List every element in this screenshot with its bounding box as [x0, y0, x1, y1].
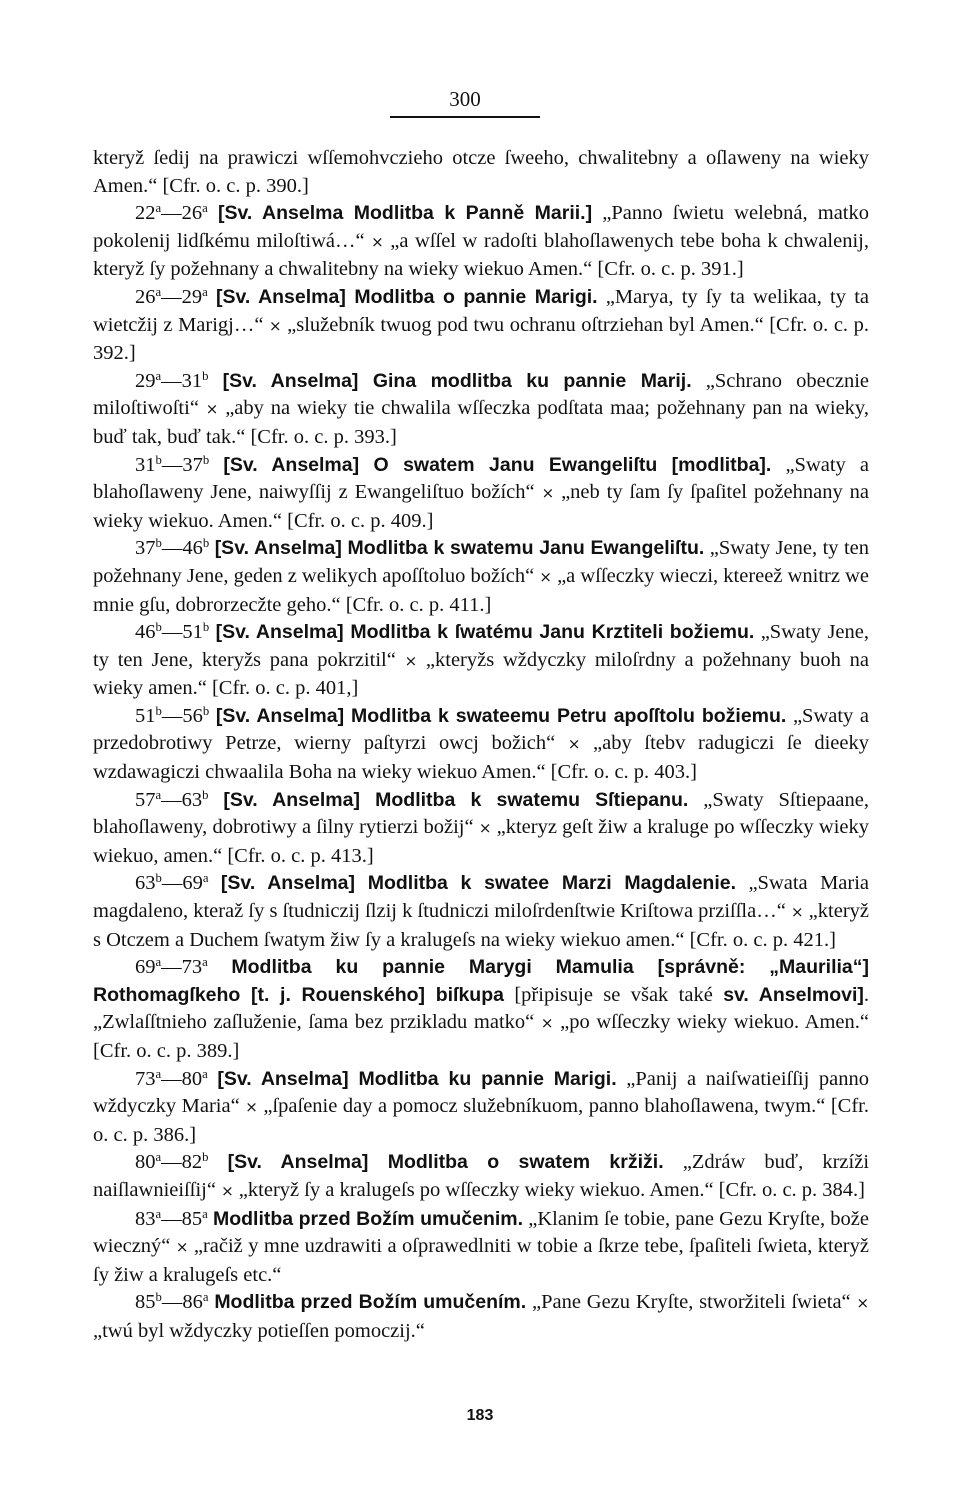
entry-title: [Sv. Anselma] Modlitba k swatemu Sſtiepanu. [223, 788, 689, 811]
catalog-entry [93, 1066, 869, 1150]
entry-text: „Klanim ſe tobie, pane Gezu Kryſte, bože wieczný“ × „račiž y mne uzdrawiti a oſprawedlniti w tobie a ſkrze tebe, ſpaſiteli ſwieta, kteryž ſy žiw a kralugeſs etc.“ [93, 1207, 870, 1286]
catalog-entry [93, 535, 869, 619]
entry-title: [Sv. Anselma] O swatem Janu Ewangeliſtu [modlitba]. [223, 453, 772, 476]
catalog-entry [93, 703, 869, 787]
folio-range: 73$^a$—80$^a$ [135, 1066, 208, 1090]
entry-title: [Sv. Anselma] Modlitba k swateemu Petru apoſſtolu božiemu. [215, 704, 787, 727]
page-number: 300 [449, 87, 481, 111]
signature-number: 183 [466, 1407, 494, 1424]
catalog-entry [93, 787, 869, 871]
entry-title: Modlitba przed Božím umučením. [214, 1291, 527, 1314]
catalog-entry [93, 1149, 869, 1205]
entry-title: [Sv. Anselma Modlitba k Panně Marii.] [217, 202, 593, 225]
header-rule [390, 116, 540, 118]
entry-title: Modlitba ku pannie Marygi Mamulia [správně: „Maurilia“] Rothomagſkeho [t. j. Rouenského] biſkupa [93, 956, 869, 1006]
catalog-entry [93, 368, 869, 452]
folio-range: 29$^a$—31$^b$ [135, 368, 209, 392]
folio-range: 63$^b$—69$^a$ [135, 871, 209, 895]
entry-title: [Sv. Anselma] Modlitba o swatem kržiži. [227, 1151, 664, 1174]
catalog-entry [93, 870, 869, 954]
catalog-entry [93, 200, 869, 284]
entry-text: kteryž ſedij na prawiczi wſſemohvczieho otcze ſweeho, chwalitebny a oſlaweny na wieky Amen.“ [Cfr. o. c. p. 390.] [93, 147, 869, 197]
entry-title: [Sv. Anselma] Modlitba o pannie Marigi. [215, 285, 598, 308]
catalog-entry [93, 954, 869, 1065]
folio-range: 26$^a$—29$^a$ [135, 284, 208, 308]
entry-text: „Pane Gezu Kryſte, stworžiteli ſwieta“ × „twú byl wždyczky potieſſen pomoczij.“ [93, 1291, 870, 1342]
entry-title: [Sv. Anselma] Modlitba k swatemu Janu Ewangeliſtu. [214, 537, 705, 560]
entry-title: [Sv. Anselma] Modlitba ku pannie Marigi. [217, 1067, 617, 1090]
folio-range: 22$^a$—26$^a$ [135, 201, 208, 225]
entry-text: „Marya, ty ſy ta welikaa, ty ta wietcžij z Marigj…“ × „služebník twuog pod twu ochranu oſtrziehan byl Amen.“ [Cfr. o. c. p. 392.] [93, 285, 869, 365]
entry-text: „Zdráw buď, krzíži naiſlawnieiſſij“ × „kteryž ſy a kralugeſs po wſſeczky wieky wiekuo. Amen.“ [Cfr. o. c. p. 384.] [93, 1151, 870, 1201]
entry-title: [Sv. Anselma] Modlitba k swatee Marzi Magdalenie. [220, 872, 737, 895]
catalog-entry [93, 619, 869, 703]
folio-range: 69$^a$—73$^a$ [135, 955, 208, 979]
entry-text: „Swaty Jene, ty ten Jene, kteryžs pana pokrzitil“ × „kteryžs wždyczky miloſrdny a požehnany buoh na wieky amen.“ [Cfr. o. c. p. 401,] [93, 621, 869, 700]
entry-text: „Swaty a blahoſlaweny Jene, naiwyſſij z Ewangeliſtuo božích“ × „neb ty ſam ſy ſpaſitel požehnany na wieky wiekuo. Amen.“ [Cfr. o. c. p. 409.] [93, 453, 869, 532]
folio-range: 80$^a$—82$^b$ [135, 1150, 209, 1174]
folio-range: 31$^b$—37$^b$ [135, 452, 210, 476]
entry-text: [připisuje se však také sv. Anselmovi]. „Zwlaſſtnieho zaſluženie, ſama bez przikladu matko“ × „po wſſeczky wieky wiekuo. Amen.“ [Cfr. o. c. p. 389.] [93, 983, 870, 1062]
folio-range: 51$^b$—56$^b$ [135, 703, 210, 727]
text-body [93, 145, 869, 1346]
folio-range: 85$^b$—86$^a$ [135, 1290, 209, 1314]
entry-text: „Swaty a przedobrotiwy Petrze, wierny paſtyrzi owcj božich“ × „aby ſtebv radugiczi ſe dieeky wzdawagiczi chwaalila Boha na wieky wiekuo Amen.“ [Cfr. o. c. p. 403.] [93, 704, 870, 784]
entry-text: „Swaty Jene, ty ten požehnany Jene, geden z welikych apoſſtoluo božích“ × „a wſſeczky wieczi, ktereež wnitrz we mnie gſu, dobrorzecžte geho.“ [Cfr. o. c. p. 411.] [93, 537, 870, 616]
folio-range: 57$^a$—63$^b$ [135, 787, 209, 811]
folio-range: 83$^a$—85$^a$ [135, 1206, 208, 1230]
entry-title: [Sv. Anselma] Modlitba k ſwatému Janu Krztiteli božiemu. [215, 621, 755, 644]
catalog-entry [93, 284, 869, 368]
entry-text: „Swaty Sſtiepaane, blahoſlaweny, dobrotiwy a ſilny rytierzi božij“ × „kteryz geſt žiw a kraluge po wſſeczky wieky wiekuo, amen.“ [Cfr. o. c. p. 413.] [93, 788, 870, 867]
folio-range: 46$^b$—51$^b$ [135, 620, 210, 644]
entry-continuation [93, 145, 869, 200]
entry-title: [Sv. Anselma] Gina modlitba ku pannie Marij. [222, 369, 692, 392]
entry-text: „Panno ſwietu welebná, matko pokolenij lidſkému miloſtiwá…“ × „a wſſel w radoſti blahoſlawenych tebe boha k chwalenij, kteryž ſy požehnany a chwalitebny na wieky wiekuo Amen.“ [Cfr. o. c. p. 391.] [93, 202, 870, 281]
catalog-entry [93, 452, 869, 536]
catalog-entry [93, 1289, 869, 1345]
folio-range: 37$^b$—46$^b$ [135, 536, 210, 560]
entry-text: „Swata Maria magdaleno, kteraž ſy s ſtudniczij ſlzij k ſtudniczi miloſrdenſtwie Kriſtowa prziſſla…“ × „kteryž s Otczem a Duchem ſwatym žiw ſy a kralugeſs na wieky wiekuo amen.“ [Cfr. o. c. p. 421.] [93, 872, 870, 951]
entry-text: „Schrano obecznie miloſtiwoſti“ × „aby na wieky tie chwalila wſſeczka podſtata maa; požehnany pan na wieky, buď tak, buď tak.“ [Cfr. o. c. p. 393.] [93, 369, 869, 448]
entry-text: „Panij a naiſwatieiſſij panno wždyczky Maria“ × „ſpaſenie day a pomocz služebníkuom, panno blahoſlawena, twym.“ [Cfr. o. c. p. 386.] [93, 1067, 869, 1146]
catalog-entry [93, 1206, 869, 1290]
entry-title: Modlitba przed Božím umučenim. [212, 1207, 524, 1230]
